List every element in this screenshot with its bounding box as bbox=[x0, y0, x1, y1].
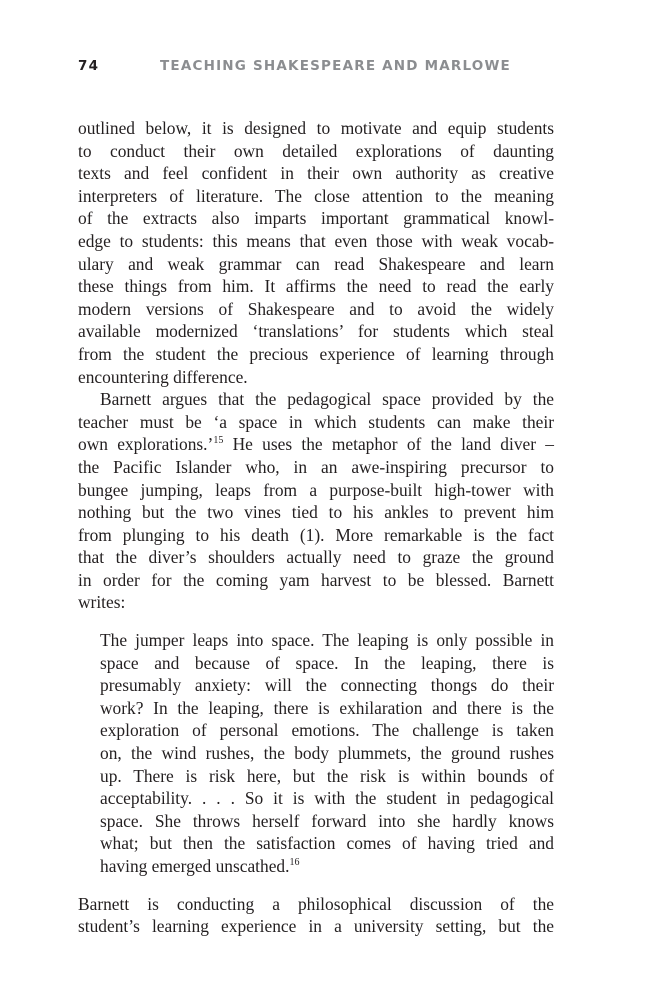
body-text bbox=[78, 117, 554, 938]
quote-line: space and because of space. In the leaping, there is bbox=[100, 652, 554, 673]
text-line: nothing but the two vines tied to his ankles to prevent him bbox=[78, 502, 554, 523]
text-line: ulary and weak grammar can read Shakespeare and learn bbox=[78, 253, 554, 274]
text-line: student’s learning experience in a university setting, but the bbox=[78, 916, 554, 937]
text-line: from plunging to his death (1). More remarkable is the fact bbox=[78, 524, 554, 545]
running-title: TEACHING SHAKESPEARE AND MARLOWE bbox=[160, 58, 511, 74]
running-head bbox=[78, 58, 558, 78]
quote-line: presumably anxiety: will the connecting thongs do their bbox=[100, 675, 554, 696]
quote-line: what; but then the satisfaction comes of having tried and bbox=[100, 833, 554, 854]
text-line: from the student the precious experience of learning through bbox=[78, 343, 554, 364]
page-number: 74 bbox=[78, 58, 100, 74]
text-segment: having emerged unscathed. bbox=[100, 856, 290, 876]
text-line: to conduct their own detailed explorations of daunting bbox=[78, 140, 554, 161]
quote-line: acceptability. . . . So it is with the student in pedagogical bbox=[100, 788, 554, 809]
footnote-reference: 16 bbox=[289, 857, 300, 868]
text-line: modern versions of Shakespeare and to avoid the widely bbox=[78, 298, 554, 319]
text-line: the Pacific Islander who, in an awe-inspiring precursor to bbox=[78, 456, 554, 477]
quote-line: on, the wind rushes, the body plummets, the ground rushes bbox=[100, 743, 554, 764]
quote-line: up. There is risk here, but the risk is within bounds of bbox=[100, 765, 554, 786]
paragraph-3 bbox=[78, 893, 554, 938]
text-line: interpreters of literature. The close attention to the meaning bbox=[78, 185, 554, 206]
text-line: that the diver’s shoulders actually need to graze the ground bbox=[78, 547, 554, 568]
text-line: Barnett argues that the pedagogical space provided by the bbox=[100, 389, 554, 410]
paragraph-2 bbox=[78, 388, 554, 614]
text-line: teacher must be ‘a space in which students can make their bbox=[78, 411, 554, 432]
text-line: writes: bbox=[78, 592, 126, 613]
text-line: bungee jumping, leaps from a purpose-built high-tower with bbox=[78, 479, 554, 500]
text-line: encountering difference. bbox=[78, 366, 248, 387]
text-line bbox=[78, 433, 554, 456]
text-line: these things from him. It affirms the need to read the early bbox=[78, 276, 554, 297]
text-segment: own explorations.’ bbox=[78, 434, 214, 455]
quote-line: exploration of personal emotions. The challenge is taken bbox=[100, 720, 554, 741]
paragraph-1 bbox=[78, 117, 554, 388]
quote-line: space. She throws herself forward into she hardly knows bbox=[100, 810, 554, 831]
text-line: of the extracts also imparts important grammatical knowl- bbox=[78, 208, 554, 229]
text-line: texts and feel confident in their own authority as creative bbox=[78, 163, 554, 184]
text-segment: He uses the metaphor of the land diver – bbox=[223, 434, 554, 455]
block-quote bbox=[78, 629, 554, 878]
text-line: Barnett is conducting a philosophical discussion of the bbox=[78, 893, 554, 914]
text-line: in order for the coming yam harvest to be blessed. Barnett bbox=[78, 569, 554, 590]
quote-line: work? In the leaping, there is exhilaration and there is the bbox=[100, 697, 554, 718]
text-line: edge to students: this means that even those with weak vocab- bbox=[78, 230, 554, 251]
quote-line bbox=[100, 855, 554, 878]
footnote-reference: 15 bbox=[213, 435, 224, 447]
text-line: available modernized ‘translations’ for students which steal bbox=[78, 321, 554, 342]
quote-line: The jumper leaps into space. The leaping is only possible in bbox=[100, 630, 554, 651]
text-line: outlined below, it is designed to motivate and equip students bbox=[78, 118, 554, 138]
